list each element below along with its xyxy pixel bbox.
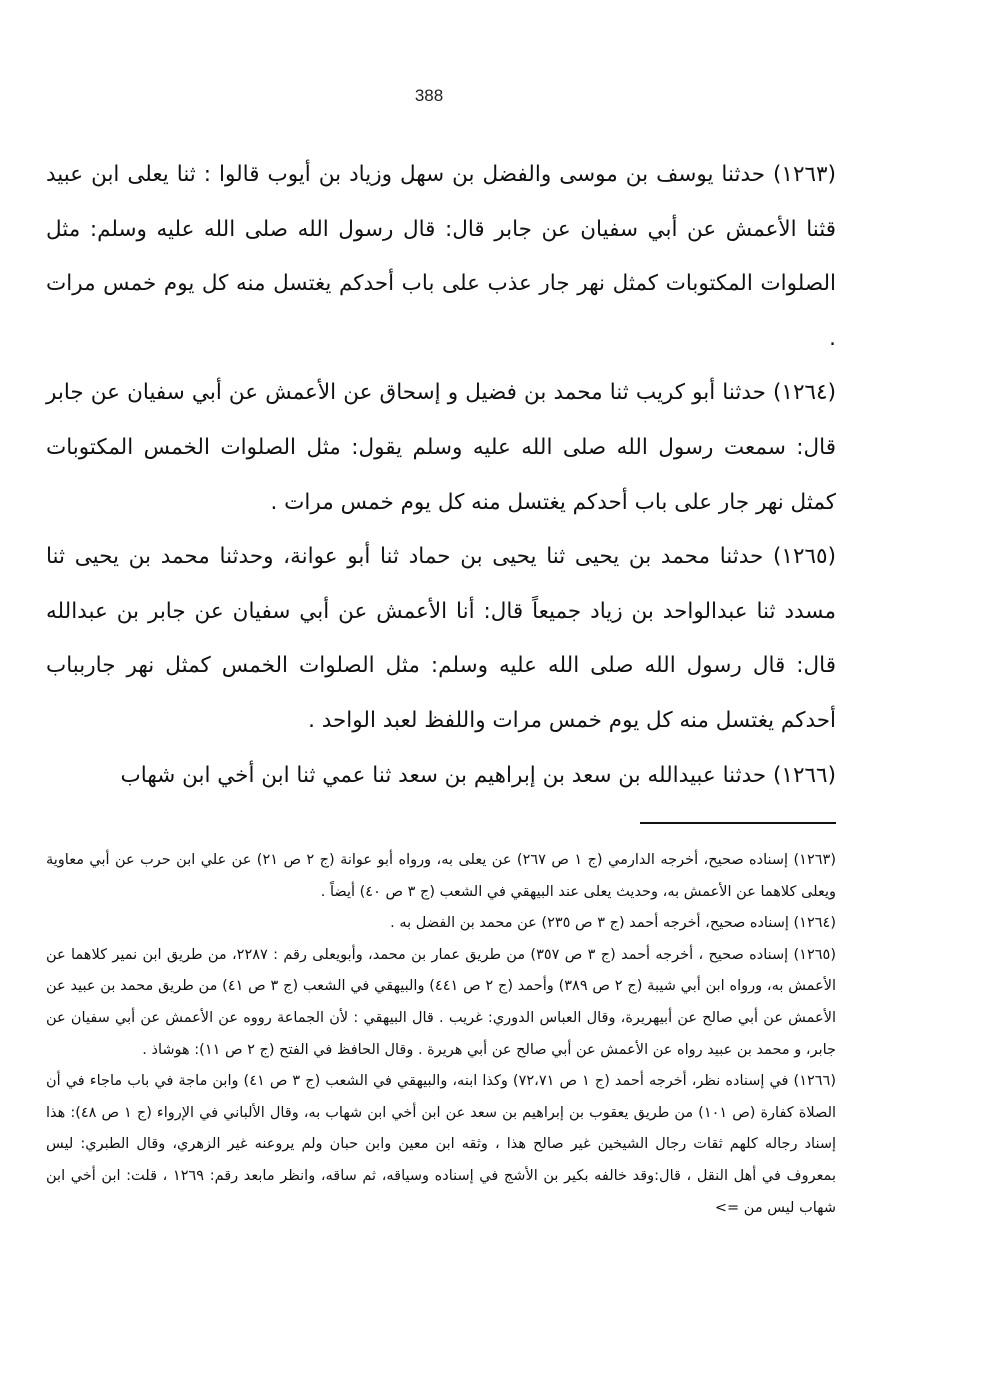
footnote-separator (640, 822, 836, 824)
hadith-1264: (١٢٦٤) حدثنا أبو كريب ثنا محمد بن فضيل و إسحاق عن الأعمش عن أبي سفيان عن جابر قال: سمعت رسول الله صلى الله عليه وسلم يقول: مثل الصلوات الخمس المكتوبات كمثل نهر جار على باب أحدكم يغتسل منه كل يوم خمس مرات . (46, 380, 836, 515)
footnote-1264: (١٢٦٤) إسناده صحيح، أخرجه أحمد (ج ٣ ص ٢٣٥) عن محمد بن الفضل به . (390, 915, 836, 932)
hadith-1265: (١٢٦٥) حدثنا محمد بن يحيى ثنا يحيى بن حماد ثنا أبو عوانة، وحدثنا محمد بن يحيى ثنا مسدد ثنا عبدالواحد بن زياد جميعاً قال: أنا الأعمش عن أبي سفيان عن جابر بن عبدالله قال: قال رسول الله صلى الله عليه وسلم: مثل الصلوات الخمس كمثل نهر جاربباب أحدكم يغتسل منه كل يوم خمس مرات واللفظ لعبد الواحد . (46, 544, 836, 733)
page-number: 388 (414, 86, 444, 105)
footnote-1263: (١٢٦٣) إسناده صحيح، أخرجه الدارمي (ج ١ ص ٢٦٧) عن يعلى به، ورواه أبو عوانة (ج ٢ ص ٢١) عن علي ابن حرب عن أبي معاوية ويعلى كلاهما عن الأعمش به، وحديث يعلى عند البيهقي في الشعب (ج ٣ ص ٤٠) أيضاً . (46, 852, 836, 900)
footnote-1266: (١٢٦٦) في إسناده نظر، أخرجه أحمد (ج ١ ص ٧٢،٧١) وكذا ابنه، والبيهقي في الشعب (ج ٣ ص ٤١) وابن ماجة في باب ماجاء في أن الصلاة كفارة (ص ١٠١) من طريق يعقوب بن إبراهيم بن سعد عن ابن أخي ابن شهاب به، وقال الألباني في الإرواء (ج ١ ص ٤٨): هذا إسناد رجاله كلهم ثقات رجال الشيخين غير صالح هذا ، وثقه ابن معين وابن حبان ولم يروعنه غير الزهري، وقال الطبري: ليس بمعروف في أهل النقل ، قال:وقد خالفه بكير بن الأشج في إسناده وسياقه، ثم ساقه، وانظر مابعد رقم: ١٢٦٩ ، قلت: ابن أخي ابن شهاب ليس من => (46, 1073, 837, 1216)
main-text (46, 148, 836, 803)
hadith-1266: (١٢٦٦) حدثنا عبيدالله بن سعد بن إبراهيم بن سعد ثنا عمي ثنا ابن أخي ابن شهاب (120, 762, 836, 788)
hadith-1263: (١٢٦٣) حدثنا يوسف بن موسى والفضل بن سهل وزياد بن أيوب قالوا : ثنا يعلى ابن عبيد قثنا الأعمش عن أبي سفيان عن جابر قال: قال رسول الله صلى الله عليه وسلم: مثل الصلوات المكتوبات كمثل نهر جار عذب على باب أحدكم يغتسل منه كل يوم خمس مرات . (46, 162, 836, 351)
footnote-1265: (١٢٦٥) إسناده صحيح ، أخرجه أحمد (ج ٣ ص ٣٥٧) من طريق عمار بن محمد، وأبويعلى رقم : ٢٢٨٧، من طريق ابن نمير كلاهما عن الأعمش به، ورواه ابن أبي شيبة (ج ٢ ص ٣٨٩) وأحمد (ج ٢ ص ٤٤١) والبيهقي في الشعب (ج ٣ ص ٤١) من طريق محمد بن عبيد عن الأعمش عن أبي صالح عن أبيهريرة، وقال العباس الدوري: غريب . قال البيهقي : لأن الجماعة رووه عن الأعمش عن أبي سفيان عن جابر، و محمد بن عبيد رواه عن الأعمش عن أبي صالح عن أبي هريرة . وقال الحافظ في الفتح (ج ٢ ص ١١): هوشاذ . (46, 946, 837, 1058)
footnotes (46, 845, 836, 1224)
